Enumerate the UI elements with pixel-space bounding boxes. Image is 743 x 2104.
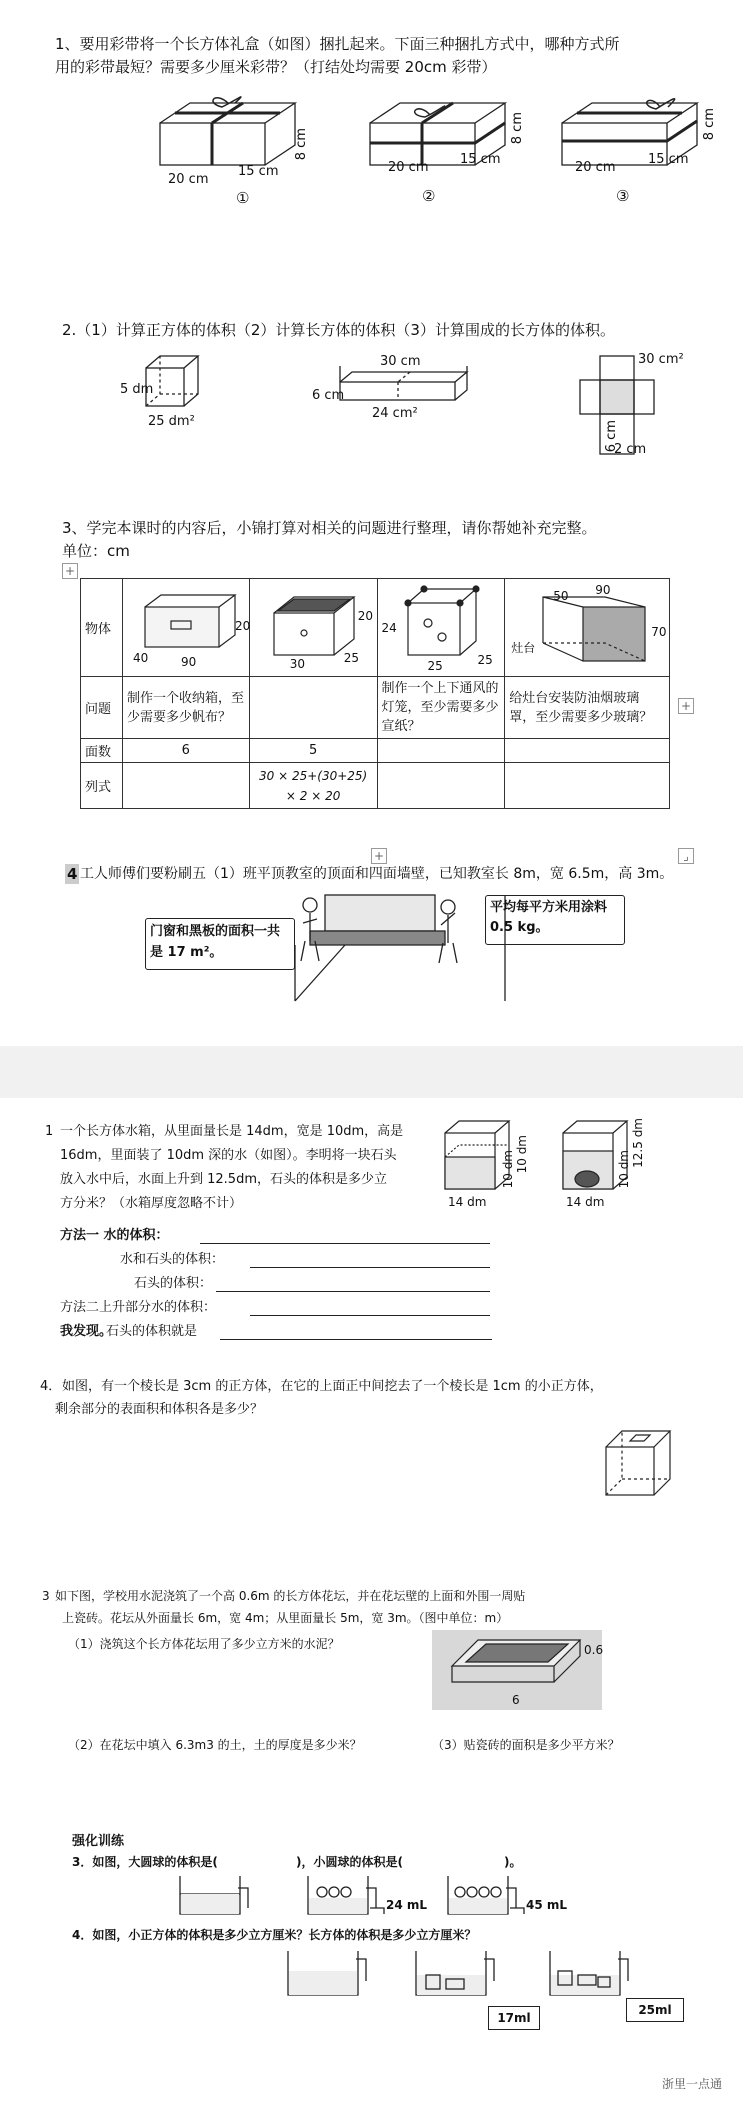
p2q1-fig1-width: 10 dm	[501, 1150, 515, 1189]
q3-unit: 单位：cm	[62, 542, 130, 560]
q3-question-4: 给灶台安装防油烟玻璃罩，至少需要多少玻璃？	[505, 677, 670, 739]
q3-fig4-label: 灶台	[511, 641, 536, 655]
page-break	[0, 1046, 743, 1098]
p2q1-answer-line-3[interactable]	[216, 1291, 490, 1292]
q1-box3-height: 8 cm	[702, 108, 717, 141]
add-column-icon[interactable]: +	[371, 848, 387, 864]
p2q4-line2: 剩余部分的表面积和体积各是多少？	[55, 1402, 264, 1417]
q2-cube-height: 5 dm	[120, 382, 154, 397]
p2q3-sub3: （3）贴瓷砖的面积是多少平方米？	[432, 1738, 620, 1752]
q3-line1: 3、学完本课时的内容后，小锦打算对相关的问题进行整理，请你帮她补充完整。	[62, 519, 597, 537]
q1-box3-length: 20 cm	[575, 160, 616, 175]
q1-line2: 用的彩带最短？需要多少厘米彩带？（打结处均需要 20cm 彩带）	[55, 58, 497, 76]
q1-box3-width: 15 cm	[648, 152, 689, 167]
q1-option-3: ③	[616, 187, 630, 205]
q1-option-1: ①	[236, 189, 250, 207]
p2q1-answer-line-4[interactable]	[250, 1315, 490, 1316]
q3-figure-storage-box	[122, 579, 249, 677]
p2q1-fig1-height: 10 dm	[515, 1135, 529, 1174]
p2q3-sub1: （1）浇筑这个长方体花坛用了多少立方米的水泥？	[68, 1637, 340, 1651]
p2q1-method1: 方法一 水的体积：	[60, 1228, 169, 1243]
q1-box1-width: 15 cm	[238, 164, 279, 179]
p2q1-water-stone: 水和石头的体积：	[120, 1252, 225, 1267]
q3-question-1: 制作一个收纳箱，至少需要多少帆布？	[122, 677, 249, 739]
p2q4-cube-figure	[600, 1425, 680, 1505]
drill-q3-part-a: 3．如图，大圆球的体积是(	[72, 1855, 218, 1869]
q3-fig3-dim-c: 25	[477, 653, 493, 667]
q1-option-2: ②	[422, 187, 436, 205]
drill-q4-measure-2: 25ml	[626, 1998, 684, 2022]
q2-cube-base: 25 dm²	[148, 414, 195, 429]
drill-q4-text: 4．如图，小正方体的体积是多少立方厘米？长方体的体积是多少立方厘米？	[72, 1928, 477, 1942]
q1-box2-width: 15 cm	[460, 152, 501, 167]
p2q1-stone: 石头的体积：	[134, 1276, 213, 1291]
p2q1-number: 1	[45, 1124, 54, 1139]
drill-q3-measure-2: 45 mL	[526, 1898, 568, 1912]
q3-fig1-dim-b: 90	[180, 655, 197, 669]
q1-box1-length: 20 cm	[168, 172, 209, 187]
q3-fig4-dim-a: 50	[553, 589, 569, 603]
q3-faces-1: 6	[122, 739, 249, 763]
q3-question-3: 制作一个上下通风的灯笼，至少需要多少宣纸？	[377, 677, 505, 739]
q3-row-header-object: 物体	[81, 579, 123, 677]
p2q4-number: 4．	[40, 1379, 62, 1394]
p2q1-answer-line-2[interactable]	[250, 1267, 490, 1268]
q2-cuboid-height: 6 cm	[312, 388, 345, 403]
q3-formula-4[interactable]	[505, 763, 670, 809]
p2q3-fig-label-height: 0.6	[584, 1643, 604, 1657]
drill-q4-measure-1: 17ml	[488, 2006, 540, 2030]
q3-row-header-question: 问题	[81, 677, 123, 739]
drill-q3-measure-1: 24 mL	[386, 1898, 428, 1912]
watermark: 浙里一点通	[662, 2077, 723, 2091]
q4-number: 4	[67, 865, 78, 883]
q3-fig2-dim-b: 25	[343, 651, 359, 665]
q3-figure-lantern	[377, 579, 505, 677]
drill-title: 强化训练	[72, 1834, 125, 1849]
p2q1-answer-line-1[interactable]	[200, 1243, 490, 1244]
q3-formula-3[interactable]	[377, 763, 505, 809]
q1-line1: 1、要用彩带将一个长方体礼盒（如图）捆扎起来。下面三种捆扎方式中，哪种方式所	[55, 35, 620, 53]
q3-fig4-dim-b: 90	[595, 583, 611, 597]
q3-row-header-formula: 列式	[81, 763, 123, 809]
p2q1-fig2-length: 14 dm	[566, 1195, 605, 1209]
q3-faces-3[interactable]	[377, 739, 505, 763]
q3-row-header-faces: 面数	[81, 739, 123, 763]
q2-text: 2.（1）计算正方体的体积（2）计算长方体的体积（3）计算围成的长方体的体积。	[62, 321, 615, 339]
add-row-icon[interactable]: +	[678, 698, 694, 714]
p2q1-line4: 方分米？（水箱厚度忽略不计）	[60, 1196, 243, 1211]
p2q3-line1: 如下图，学校用水泥浇筑了一个高 0.6m 的长方体花坛，并在花坛壁的上面和外围一周贴	[55, 1589, 526, 1603]
drill-q4-beaker-figures	[288, 1945, 708, 2005]
q4-bubble-left: 门窗和黑板的面积一共是 17 m²。	[145, 918, 295, 970]
p2q1-found-text: 石头的体积就是	[106, 1324, 198, 1339]
p2q1-line1: 一个长方体水箱，从里面量长是 14dm，宽是 10dm，高是	[60, 1124, 404, 1139]
p2q3-line2: 上瓷砖。花坛从外面量长 6m，宽 4m；从里面量长 5m，宽 3m。（图中单位：m）	[62, 1611, 509, 1625]
q4-bubble-right: 平均每平方米用涂料 0.5 kg。	[485, 895, 625, 945]
p2q1-fig2-width: 10 dm	[617, 1150, 631, 1189]
p2q1-answer-line-5[interactable]	[220, 1339, 492, 1340]
q3-fig3-dim-a: 24	[381, 621, 397, 635]
resize-icon[interactable]: ⌟	[678, 848, 694, 864]
q3-figure-open-box	[249, 579, 377, 677]
q2-cuboid-length: 30 cm	[380, 354, 421, 369]
q1-box2-length: 20 cm	[388, 160, 429, 175]
p2q1-line3: 放入水中后，水面上升到 12.5dm，石头的体积是多少立	[60, 1172, 387, 1187]
expand-icon[interactable]: +	[62, 563, 78, 579]
p2q1-line2: 16dm，里面装了 10dm 深的水（如图）。李明将一块石头	[60, 1148, 397, 1163]
drill-q3-part-b: )，小圆球的体积是(	[296, 1855, 403, 1869]
q3-fig2-dim-a: 30	[289, 657, 305, 671]
q3-fig2-dim-c: 20	[357, 609, 373, 623]
q3-fig4-dim-c: 70	[651, 625, 667, 639]
q4-text: 工人师傅们要粉刷五（1）班平顶教室的顶面和四面墙壁，已知教室长 8m，宽 6.5m，高 3m。	[80, 866, 674, 882]
q3-formula-1[interactable]	[122, 763, 249, 809]
q2-net-top: 30 cm²	[638, 352, 684, 367]
q3-fig3-dim-b: 25	[427, 659, 443, 673]
p2q3-fig-label-length: 6	[512, 1693, 520, 1707]
p2q1-fig2-height: 12.5 dm	[631, 1118, 645, 1168]
q3-faces-4[interactable]	[505, 739, 670, 763]
q3-figure-stove-hood	[505, 579, 670, 677]
q1-box1-height: 8 cm	[294, 128, 309, 161]
q1-box2-height: 8 cm	[510, 112, 525, 145]
p2q1-method2: 方法二上升部分水的体积：	[60, 1300, 217, 1315]
q3-fig1-dim-a: 40	[132, 651, 149, 665]
q3-faces-2: 5	[249, 739, 377, 763]
p2q1-found-label: 我发现。	[60, 1324, 113, 1339]
q3-question-2[interactable]	[249, 677, 377, 739]
p2q3-sub2: （2）在花坛中填入 6.3m3 的土，土的厚度是多少米？	[68, 1738, 362, 1752]
p2q3-number: 3	[42, 1589, 50, 1603]
q3-fig1-dim-c: 20	[234, 619, 251, 633]
q3-table	[80, 578, 670, 809]
drill-q3-part-c: )。	[504, 1855, 522, 1869]
q3-formula-2: 30 × 25+(30+25) × 2 × 20	[249, 763, 377, 809]
q2-net-height: 6 cm	[604, 420, 619, 453]
q2-cuboid-face: 24 cm²	[372, 406, 418, 421]
p2q1-fig1-length: 14 dm	[448, 1195, 487, 1209]
q2-net-width: 2 cm	[614, 442, 647, 457]
p2q4-line1: 如图，有一个棱长是 3cm 的正方体，在它的上面正中间挖去了一个棱长是 1cm 的小正方体，	[62, 1379, 603, 1394]
q1-gift-box-figures	[0, 95, 743, 255]
